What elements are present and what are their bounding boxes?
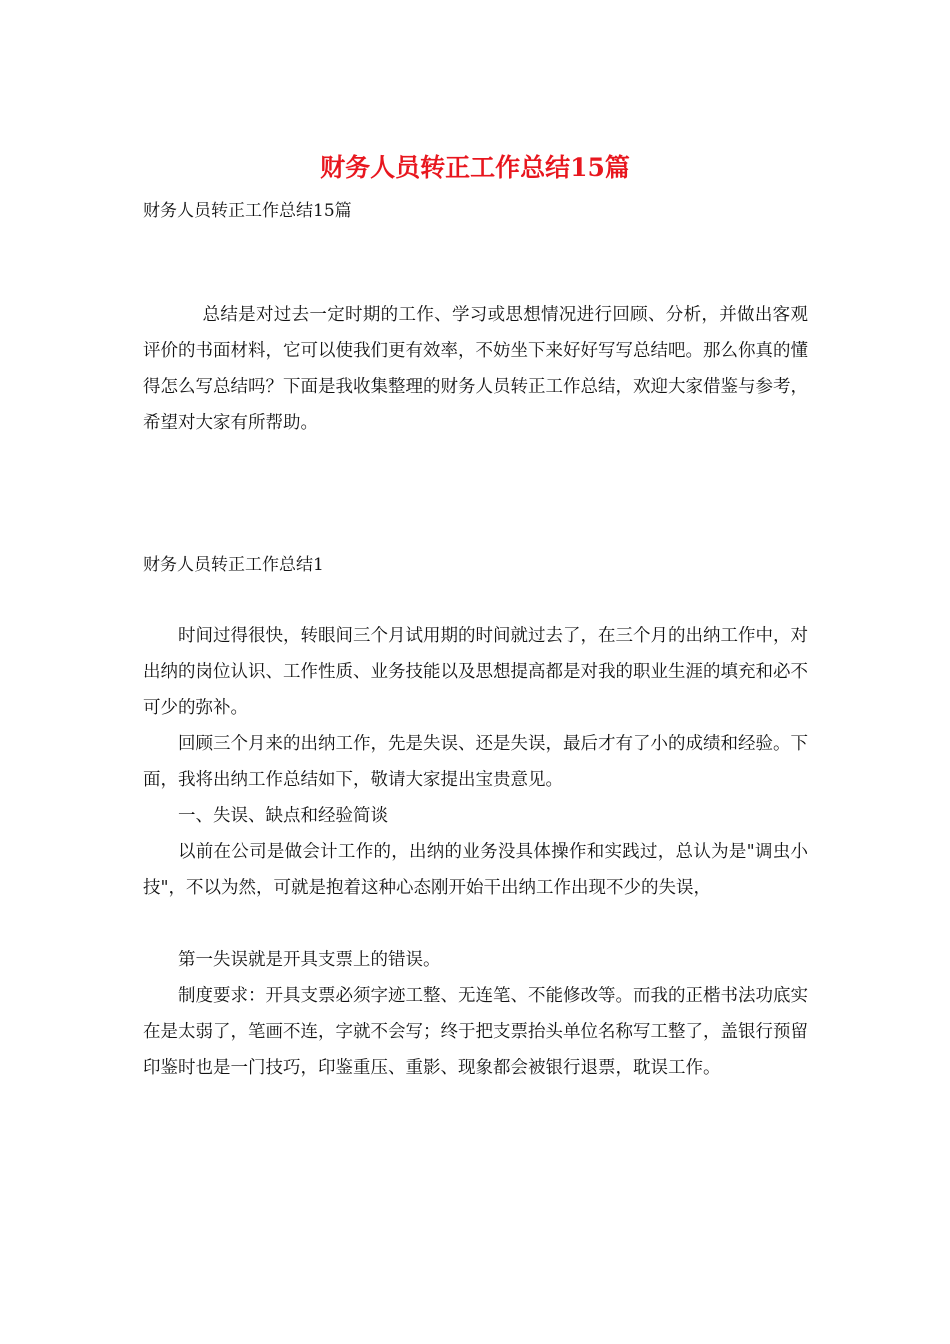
document-title: 财务人员转正工作总结15篇 bbox=[320, 153, 630, 182]
body-paragraph-4: 第一失误就是开具支票上的错误。 bbox=[178, 950, 441, 970]
section-heading: 财务人员转正工作总结1 bbox=[143, 555, 324, 575]
body-paragraph-2: 回顾三个月来的出纳工作，先是失误、还是失误，最后才有了小的成绩和经验。下面，我将出纳工作总结如下，敬请大家提出宝贵意见。 bbox=[143, 734, 808, 790]
document-subtitle: 财务人员转正工作总结15篇 bbox=[143, 201, 352, 221]
intro-paragraph: 总结是对过去一定时期的工作、学习或思想情况进行回顾、分析，并做出客观评价的书面材料，它可以使我们更有效率，不妨坐下来好好写写总结吧。那么你真的懂得怎么写总结吗？下面是我收集整理的财务人员转正工作总结，欢迎大家借鉴与参考，希望对大家有所帮助。 bbox=[143, 305, 808, 433]
body-paragraph-1: 时间过得很快，转眼间三个月试用期的时间就过去了，在三个月的出纳工作中，对出纳的岗位认识、工作性质、业务技能以及思想提高都是对我的职业生涯的填充和必不可少的弥补。 bbox=[143, 626, 808, 718]
body-paragraph-3: 以前在公司是做会计工作的，出纳的业务没具体操作和实践过，总认为是"调虫小技"，不以为然，可就是抱着这种心态刚开始干出纳工作出现不少的失误， bbox=[143, 842, 808, 898]
body-paragraph-5: 制度要求：开具支票必须字迹工整、无连笔、不能修改等。而我的正楷书法功底实在是太弱了，笔画不连，字就不会写；终于把支票抬头单位名称写工整了，盖银行预留印鉴时也是一门技巧，印鉴重压、重影、现象都会被银行退票，耽误工作。 bbox=[143, 986, 808, 1078]
body-subheading: 一、失误、缺点和经验简谈 bbox=[178, 806, 388, 826]
